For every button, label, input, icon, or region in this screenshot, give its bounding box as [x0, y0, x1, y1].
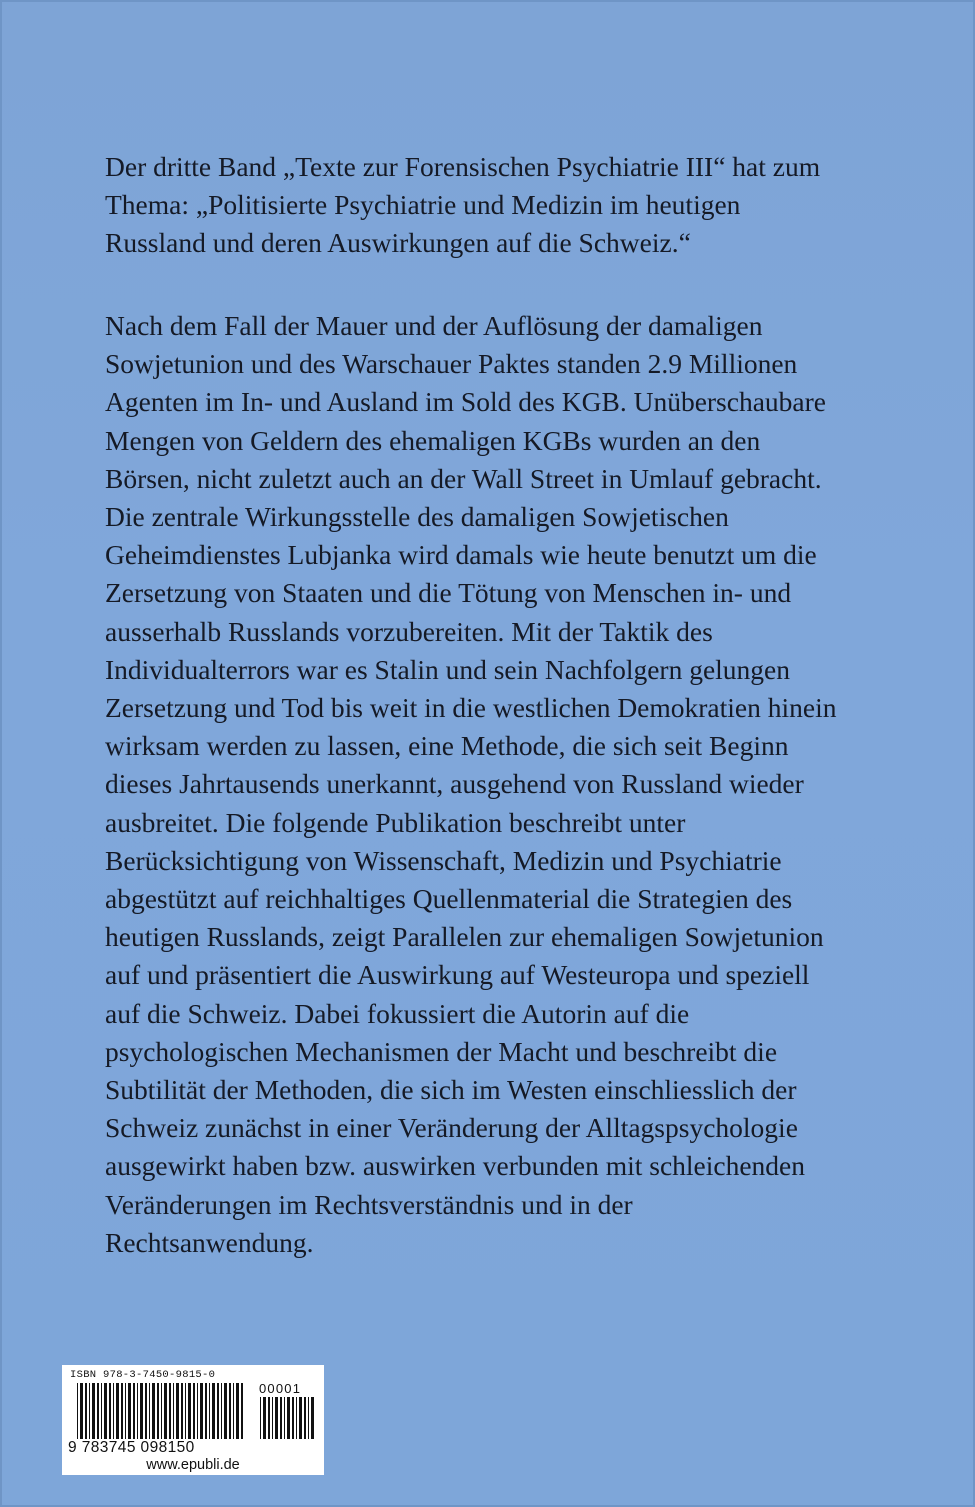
barcode-bar	[236, 1383, 239, 1439]
isbn-label: ISBN 978-3-7450-9815-0	[70, 1369, 216, 1381]
text-line: psychologischen Mechanismen der Macht und beschreibt die	[105, 1035, 778, 1067]
barcode-bar	[133, 1383, 135, 1439]
barcode-bar	[128, 1383, 131, 1439]
text-line: Veränderungen im Rechtsverständnis und in der	[105, 1188, 633, 1220]
barcode-bar	[80, 1383, 83, 1439]
text-line: Zersetzung von Staaten und die Tötung von Menschen in- und	[105, 577, 792, 609]
blurb-paragraph-intro	[105, 148, 935, 263]
addon-digits: 00001	[259, 1381, 302, 1396]
text-line: Der dritte Band „Texte zur Forensischen Psychiatrie III“ hat zum	[105, 151, 821, 182]
barcode-bar	[185, 1383, 186, 1439]
barcode-bar	[197, 1383, 198, 1439]
barcode-bar	[89, 1383, 90, 1439]
text-line: ausgewirkt haben bzw. auswirken verbunden mit schleichenden	[105, 1150, 806, 1182]
text-line: Zersetzung und Tod bis weit in die westlichen Demokratien hinein	[105, 692, 837, 724]
barcode-bar	[193, 1383, 195, 1439]
barcode-bar	[296, 1397, 297, 1439]
barcode-bar	[188, 1383, 191, 1439]
barcode-bar	[161, 1383, 162, 1439]
text-line: Börsen, nicht zuletzt auch an der Wall Street in Umlauf gebracht.	[105, 462, 822, 494]
barcode-bar	[116, 1383, 119, 1439]
text-line: Mengen von Geldern des ehemaligen KGBs wurden an den	[105, 424, 761, 456]
barcode-bar	[173, 1383, 174, 1439]
barcode-bar	[260, 1397, 261, 1439]
barcode-bar	[164, 1383, 167, 1439]
text-line: dieses Jahrtausends unerkannt, ausgehend von Russland wieder	[105, 768, 804, 800]
addon-barcode	[259, 1397, 317, 1439]
text-line: Sowjetunion und des Warschauer Paktes standen 2.9 Millionen	[105, 348, 798, 380]
barcode-bar	[221, 1383, 222, 1439]
text-line: Die zentrale Wirkungsstelle des damaligen Sowjetischen	[105, 501, 729, 533]
barcode-bar	[145, 1383, 147, 1439]
text-line: Rechtsanwendung.	[105, 1226, 314, 1258]
blurb-paragraph-main	[105, 307, 935, 1262]
barcode-bar	[229, 1383, 231, 1439]
barcode-bar	[125, 1383, 126, 1439]
barcode-bar	[263, 1397, 266, 1439]
text-line: heutigen Russlands, zeigt Parallelen zur ehemaligen Sowjetunion	[105, 921, 824, 953]
barcode-bar	[268, 1397, 270, 1439]
barcode-bar	[284, 1397, 285, 1439]
barcode-bar	[308, 1397, 309, 1439]
text-line: Thema: „Politisierte Psychiatrie und Medizin im heutigen	[105, 189, 741, 221]
text-line: ausserhalb Russlands vorzubereiten. Mit der Taktik des	[105, 615, 713, 647]
barcode-bar	[149, 1383, 150, 1439]
text-line: Nach dem Fall der Mauer und der Auflösung der damaligen	[105, 310, 763, 341]
barcode-bar	[304, 1397, 306, 1439]
barcode-bar	[101, 1383, 102, 1439]
barcode-bar	[152, 1383, 155, 1439]
barcode-panel	[62, 1365, 324, 1475]
barcode-bar	[97, 1383, 99, 1439]
text-line: Geheimdienstes Lubjanka wird damals wie heute benutzt um die	[105, 539, 817, 571]
barcode-bar	[209, 1383, 210, 1439]
barcode-bar	[212, 1383, 215, 1439]
text-line: wirksam werden zu lassen, eine Methode, die sich seit Beginn	[105, 730, 789, 762]
barcode-bar	[287, 1397, 290, 1439]
barcode-bar	[113, 1383, 114, 1439]
text-line: abgestützt auf reichhaltiges Quellenmaterial die Strategien des	[105, 883, 793, 915]
barcode-bar	[104, 1383, 107, 1439]
text-line: auf die Schweiz. Dabei fokussiert die Autorin auf die	[105, 997, 690, 1029]
barcode-bar	[299, 1397, 302, 1439]
text-line: Individualterrors war es Stalin und sein Nachfolgern gelungen	[105, 653, 791, 685]
ean-digits: 9 783745 098150	[68, 1439, 195, 1456]
barcode-bar	[224, 1383, 227, 1439]
text-line: ausbreitet. Die folgende Publikation beschreibt unter	[105, 806, 686, 838]
barcode-bar	[233, 1383, 234, 1439]
barcode-bar	[241, 1383, 243, 1439]
barcode-bar	[140, 1383, 143, 1439]
barcode-bar	[77, 1383, 78, 1439]
text-line: Subtilität der Methoden, die sich im Westen einschliesslich der	[105, 1074, 797, 1106]
barcode-bar	[311, 1397, 314, 1439]
barcode-bar	[217, 1383, 219, 1439]
barcode-bar	[85, 1383, 87, 1439]
barcode-bar	[137, 1383, 138, 1439]
publisher-url: www.epubli.de	[146, 1457, 240, 1473]
barcode-bar	[275, 1397, 278, 1439]
barcode-bar	[205, 1383, 207, 1439]
barcode-bar	[292, 1397, 294, 1439]
text-line: Agenten im In- und Ausland im Sold des KGB. Unüberschaubare	[105, 386, 826, 418]
text-line: auf und präsentiert die Auswirkung auf Westeuropa und speziell	[105, 959, 810, 991]
text-line: Schweiz zunächst in einer Veränderung der Alltagspsychologie	[105, 1112, 798, 1144]
barcode-bar	[181, 1383, 183, 1439]
barcode-bar	[280, 1397, 282, 1439]
ean-barcode	[76, 1383, 246, 1439]
barcode-bar	[109, 1383, 111, 1439]
barcode-bar	[176, 1383, 179, 1439]
barcode-bar	[272, 1397, 273, 1439]
barcode-bar	[169, 1383, 171, 1439]
barcode-bar	[200, 1383, 203, 1439]
barcode-bar	[121, 1383, 123, 1439]
barcode-bar	[92, 1383, 95, 1439]
text-line: Berücksichtigung von Wissenschaft, Medizin und Psychiatrie	[105, 844, 782, 876]
text-line: Russland und deren Auswirkungen auf die Schweiz.“	[105, 227, 691, 259]
barcode-bar	[157, 1383, 159, 1439]
